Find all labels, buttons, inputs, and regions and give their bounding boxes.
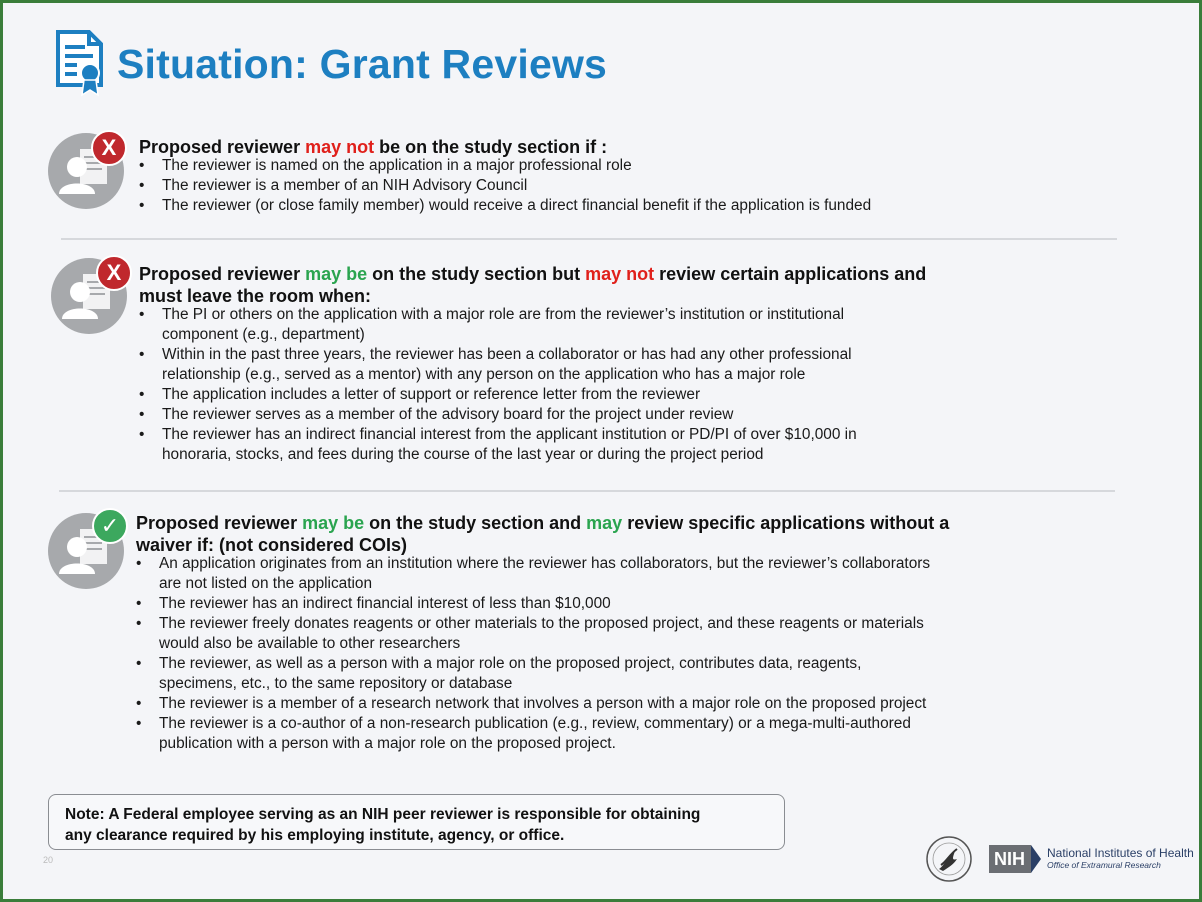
hhs-seal-icon xyxy=(925,835,973,883)
note-line: any clearance required by his employing institute, agency, or office. xyxy=(65,827,565,844)
list-item: • The reviewer, as well as a person with a major role on the proposed project, contributes data, reagents, xyxy=(136,654,930,674)
list-item: • The reviewer has an indirect financial interest from the applicant institution or PD/PI of over $10,000 in xyxy=(139,425,857,445)
list-item: • The reviewer (or close family member) would receive a direct financial benefit if the application is funded xyxy=(139,196,871,216)
list-item: • The reviewer is a co-author of a non-research publication (e.g., review, commentary) or a mega-multi-authored xyxy=(136,714,930,734)
section2-heading: Proposed reviewer may be on the study section but may not review certain applications and must leave the room when: xyxy=(139,264,927,306)
section1-heading: Proposed reviewer may not be on the study section if : xyxy=(139,137,608,157)
list-item: would also be available to other researchers xyxy=(159,635,461,652)
list-item: • Within in the past three years, the reviewer has been a collaborator or has had any other professional xyxy=(139,345,857,365)
page-title: Situation: Grant Reviews xyxy=(117,40,608,87)
nih-logo-text: National Institutes of Health Office of Extramural Research xyxy=(1047,846,1194,870)
list-item: specimens, etc., to the same repository or database xyxy=(159,675,513,692)
nih-logo xyxy=(989,845,1194,873)
certificate-icon xyxy=(55,29,105,99)
not-allowed-icon: X xyxy=(91,130,127,166)
list-item: • An application originates from an institution where the reviewer has collaborators, but the reviewer’s collaborators xyxy=(136,554,930,574)
not-allowed-icon: X xyxy=(96,255,132,291)
nih-logo-mark: NIH xyxy=(989,845,1031,873)
list-item: publication with a person with a major role on the proposed project. xyxy=(159,735,616,752)
list-item: • The reviewer serves as a member of the advisory board for the project under review xyxy=(139,405,857,425)
list-item: • The reviewer freely donates reagents or other materials to the proposed project, and these reagents or materials xyxy=(136,614,930,634)
list-item: • The reviewer has an indirect financial interest of less than $10,000 xyxy=(136,594,930,614)
check-icon: ✓ xyxy=(92,508,128,544)
list-item: component (e.g., department) xyxy=(162,326,365,343)
section2-list xyxy=(139,305,857,465)
divider xyxy=(59,490,1115,492)
section1-list xyxy=(139,156,871,216)
section3-heading: Proposed reviewer may be on the study section and may review specific applications without a waiver if: (not considered COIs) xyxy=(136,513,950,555)
list-item: • The reviewer is named on the application in a major professional role xyxy=(139,156,871,176)
note-box xyxy=(48,794,785,850)
list-item: • The reviewer is a member of an NIH Advisory Council xyxy=(139,176,871,196)
list-item: honoraria, stocks, and fees during the course of the last year or during the project period xyxy=(162,446,764,463)
divider xyxy=(61,238,1117,240)
page-number: 20 xyxy=(43,855,54,865)
list-item: • The application includes a letter of support or reference letter from the reviewer xyxy=(139,385,857,405)
list-item: • The reviewer is a member of a research network that involves a person with a major role on the proposed project xyxy=(136,694,930,714)
nih-arrow-icon xyxy=(1031,845,1041,873)
title-row xyxy=(55,27,607,101)
section3-list xyxy=(136,554,930,754)
note-line: Note: A Federal employee serving as an NIH peer reviewer is responsible for obtaining xyxy=(65,806,701,823)
list-item: are not listed on the application xyxy=(159,575,373,592)
list-item: relationship (e.g., served as a mentor) with any person on the application who has a major role xyxy=(162,366,806,383)
list-item: • The PI or others on the application with a major role are from the reviewer’s institution or institutional xyxy=(139,305,857,325)
